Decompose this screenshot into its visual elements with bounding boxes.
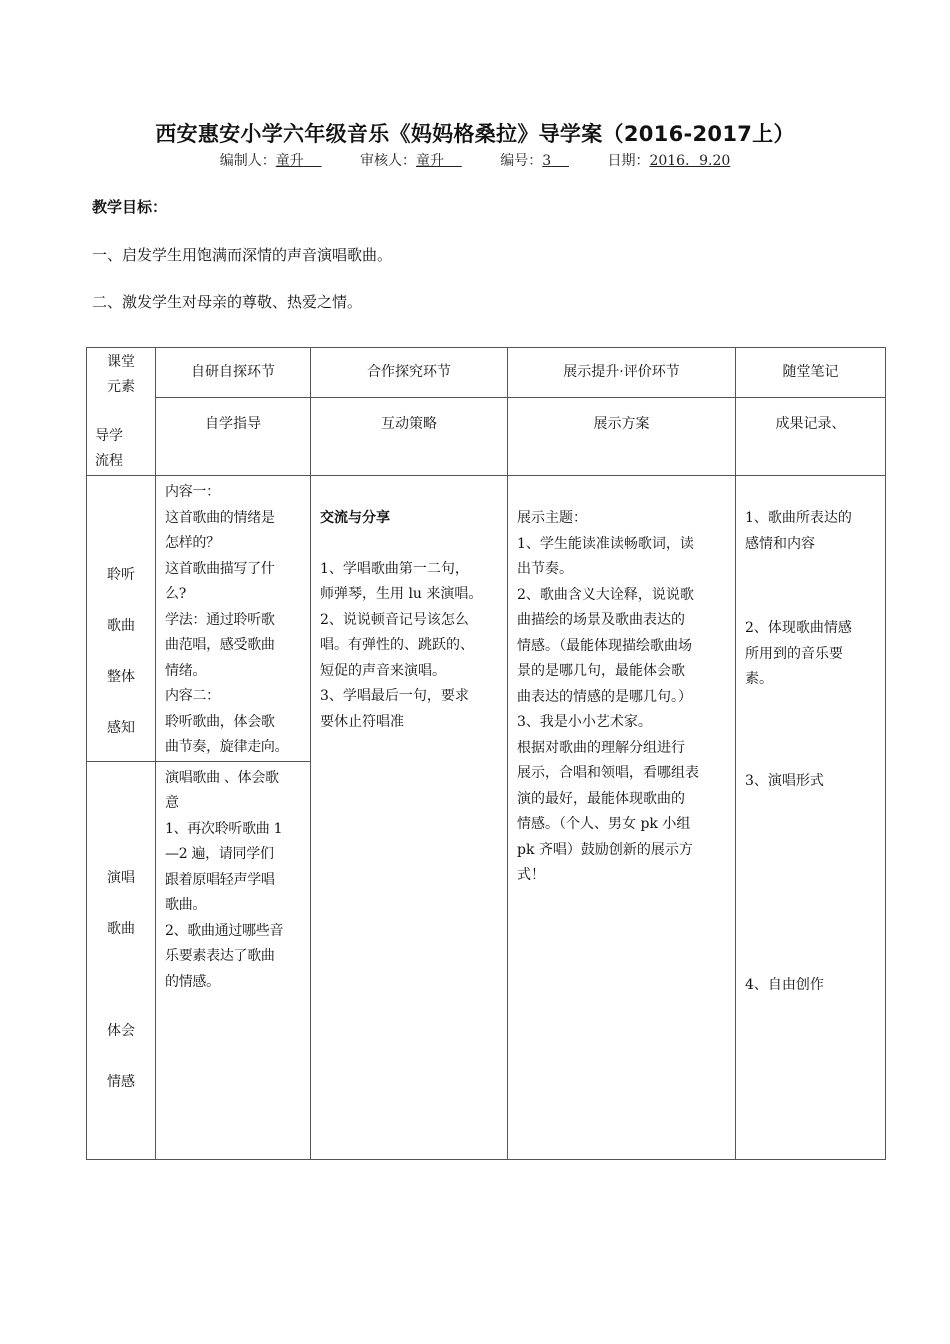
goal-item-1: 一、启发学生用饱满而深情的声音演唱歌曲。 (92, 246, 393, 264)
subheader-self-guide: 自学指导 (156, 398, 311, 476)
lesson-table (86, 347, 886, 1160)
corner-top-line-2: 元素 (107, 379, 135, 395)
reviewer-label: 审核人： (360, 153, 416, 169)
row-label-listen: 聆听 歌曲 整体 感知 (87, 476, 156, 762)
subheader-strategy: 互动策略 (311, 398, 508, 476)
corner-bottom-line-1: 导学 (95, 428, 123, 444)
document-meta (0, 150, 950, 170)
header-cooperation: 合作探究环节 (311, 348, 508, 398)
goals-heading: 教学目标： (92, 198, 168, 216)
header-notes: 随堂笔记 (736, 348, 886, 398)
row-label-sing: 演唱 歌曲 体会 情感 (87, 761, 156, 1159)
author-label: 编制人： (219, 153, 276, 169)
subheader-records: 成果记录、 (736, 398, 886, 476)
self-study-content-2: 演唱歌曲 、体会歌 意 1、再次聆听歌曲 1 —2 遍，请同学们 跟着原唱轻声学唱 歌曲。 2、歌曲通过哪些音 乐要素表达了歌曲 的情感。 (156, 761, 311, 1159)
self-study-content-1: 内容一： 这首歌曲的情绪是 怎样的？ 这首歌曲描写了什 么? 学法：通过聆听歌 曲范唱，感受歌曲 情绪。 内容二： 聆听歌曲，体会歌 曲节奏，旋律走向。 (156, 476, 311, 762)
notes-cell: 1、歌曲所表达的 感情和内容 2、体现歌曲情感 所用到的音乐要 素。 3、演唱形式 4、自由创作 (736, 476, 886, 1160)
header-self-study: 自研自探环节 (156, 348, 311, 398)
date-value: 2016．9.20 (649, 153, 731, 169)
reviewer-value: 童升 (416, 153, 444, 169)
goal-item-2: 二、激发学生对母亲的尊敬、热爱之情。 (92, 293, 363, 311)
date-label: 日期： (607, 153, 650, 169)
author-value: 童升 (275, 153, 304, 169)
corner-bottom-line-2: 流程 (95, 453, 123, 469)
table-corner-cell (87, 348, 156, 476)
document-title: 西安惠安小学六年级音乐《妈妈格桑拉》导学案（2016-2017上） (155, 122, 795, 146)
cooperation-cell: 交流与分享 1、学唱歌曲第一二句， 师弹琴，生用 lu 来演唱。 2、说说顿音记号该怎么 唱。有弹性的、跳跃的、 短促的声音来演唱。 3、学唱最后一句，要求 要休止符唱准 (311, 476, 508, 1160)
corner-top-line-1: 课堂 (107, 354, 135, 370)
coop-heading: 交流与分享 (320, 510, 390, 526)
header-display: 展示提升·评价环节 (508, 348, 736, 398)
display-plan-cell: 展示主题： 1、学生能读准读畅歌词，读 出节奏。 2、歌曲含义大诠释，说说歌 曲描绘的场景及歌曲表达的 情感。（最能体现描绘歌曲场 景的是哪几句，最能体会歌 曲表达的情感的是哪几句。） 3、我是小小艺术家。 根据对歌曲的理解分组进行 展示，合唱和领唱，看哪组表 演的最好，最能体现歌曲的 情感。（个人、男女 pk 小组 pk 齐唱）鼓励创新的展示方 式！ (508, 476, 736, 1160)
number-label: 编号： (500, 153, 543, 169)
subheader-plan: 展示方案 (508, 398, 736, 476)
number-value: 3 (542, 153, 552, 169)
